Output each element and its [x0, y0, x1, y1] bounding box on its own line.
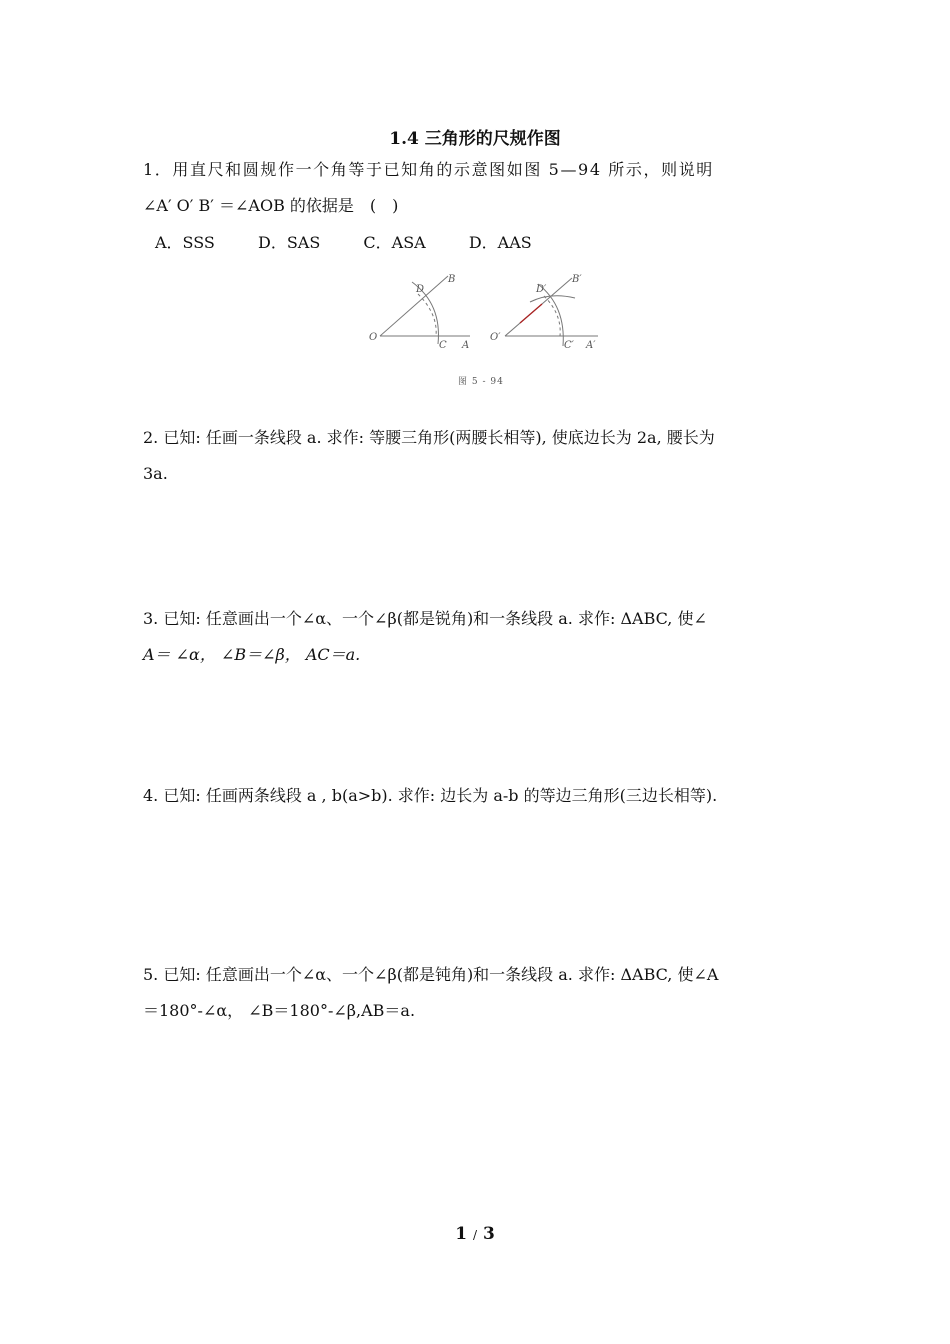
question-2-line-2: 3a.	[143, 464, 168, 483]
figure-caption: 图 5 - 94	[458, 377, 504, 387]
right-angle-diagram	[505, 278, 598, 346]
page-current: 1	[455, 1224, 468, 1244]
left-angle-diagram	[380, 276, 470, 344]
label-c: C	[439, 340, 447, 351]
page-total: 3	[482, 1224, 495, 1244]
option-b: D．SAS	[257, 233, 321, 252]
question-4	[143, 778, 808, 814]
question-1-options	[155, 230, 570, 256]
question-5	[143, 957, 808, 1029]
label-d-prime: D′	[536, 284, 547, 295]
label-c-prime: C′	[564, 340, 574, 351]
label-o: O	[369, 332, 378, 343]
question-5-line-1: 5. 已知: 任意画出一个∠α、一个∠β(都是钝角)和一条线段 a. 求作: ΔABC, 使∠A	[143, 965, 719, 984]
label-b-prime: B′	[572, 274, 582, 285]
label-o-prime: O′	[490, 332, 501, 343]
page-title: 1.4 三角形的尺规作图	[389, 129, 561, 149]
option-c: C．ASA	[363, 233, 426, 252]
option-a: A．SSS	[155, 233, 215, 252]
page-number	[0, 1224, 950, 1244]
question-1-line-1: 1．用直尺和圆规作一个角等于已知角的示意图如图 5—94 所示，则说明	[143, 160, 714, 179]
question-3	[143, 601, 808, 673]
question-4-line-1: 4. 已知: 任画两条线段 a , b(a>b). 求作: 边长为 a-b 的等边三角形(三边长相等).	[143, 786, 718, 805]
question-2-line-1: 2. 已知: 任画一条线段 a. 求作: 等腰三角形(两腰长相等), 使底边长为 2a, 腰长为	[143, 428, 715, 447]
label-d: D	[416, 284, 425, 295]
marked-segment	[520, 304, 542, 323]
page-separator: /	[472, 1228, 478, 1242]
question-2	[143, 420, 808, 492]
option-d: D．AAS	[468, 233, 532, 252]
label-a-prime: A′	[586, 340, 596, 351]
question-1-line-2: ∠A′ O′ B′ ＝∠AOB 的依据是 ( )	[143, 196, 399, 215]
label-b: B	[448, 274, 456, 285]
figure-5-94	[360, 264, 610, 396]
question-3-line-2: A＝ ∠α， ∠B＝∠β， AC＝a.	[143, 645, 361, 664]
dashed-c2d2	[544, 296, 560, 336]
question-5-line-2: ＝180°-∠α， ∠B＝180°-∠β,AB＝a.	[143, 1001, 416, 1020]
question-3-line-1: 3. 已知: 任意画出一个∠α、一个∠β(都是锐角)和一条线段 a. 求作: ΔABC, 使∠	[143, 609, 707, 628]
label-a: A	[462, 340, 470, 351]
question-1	[143, 152, 808, 224]
